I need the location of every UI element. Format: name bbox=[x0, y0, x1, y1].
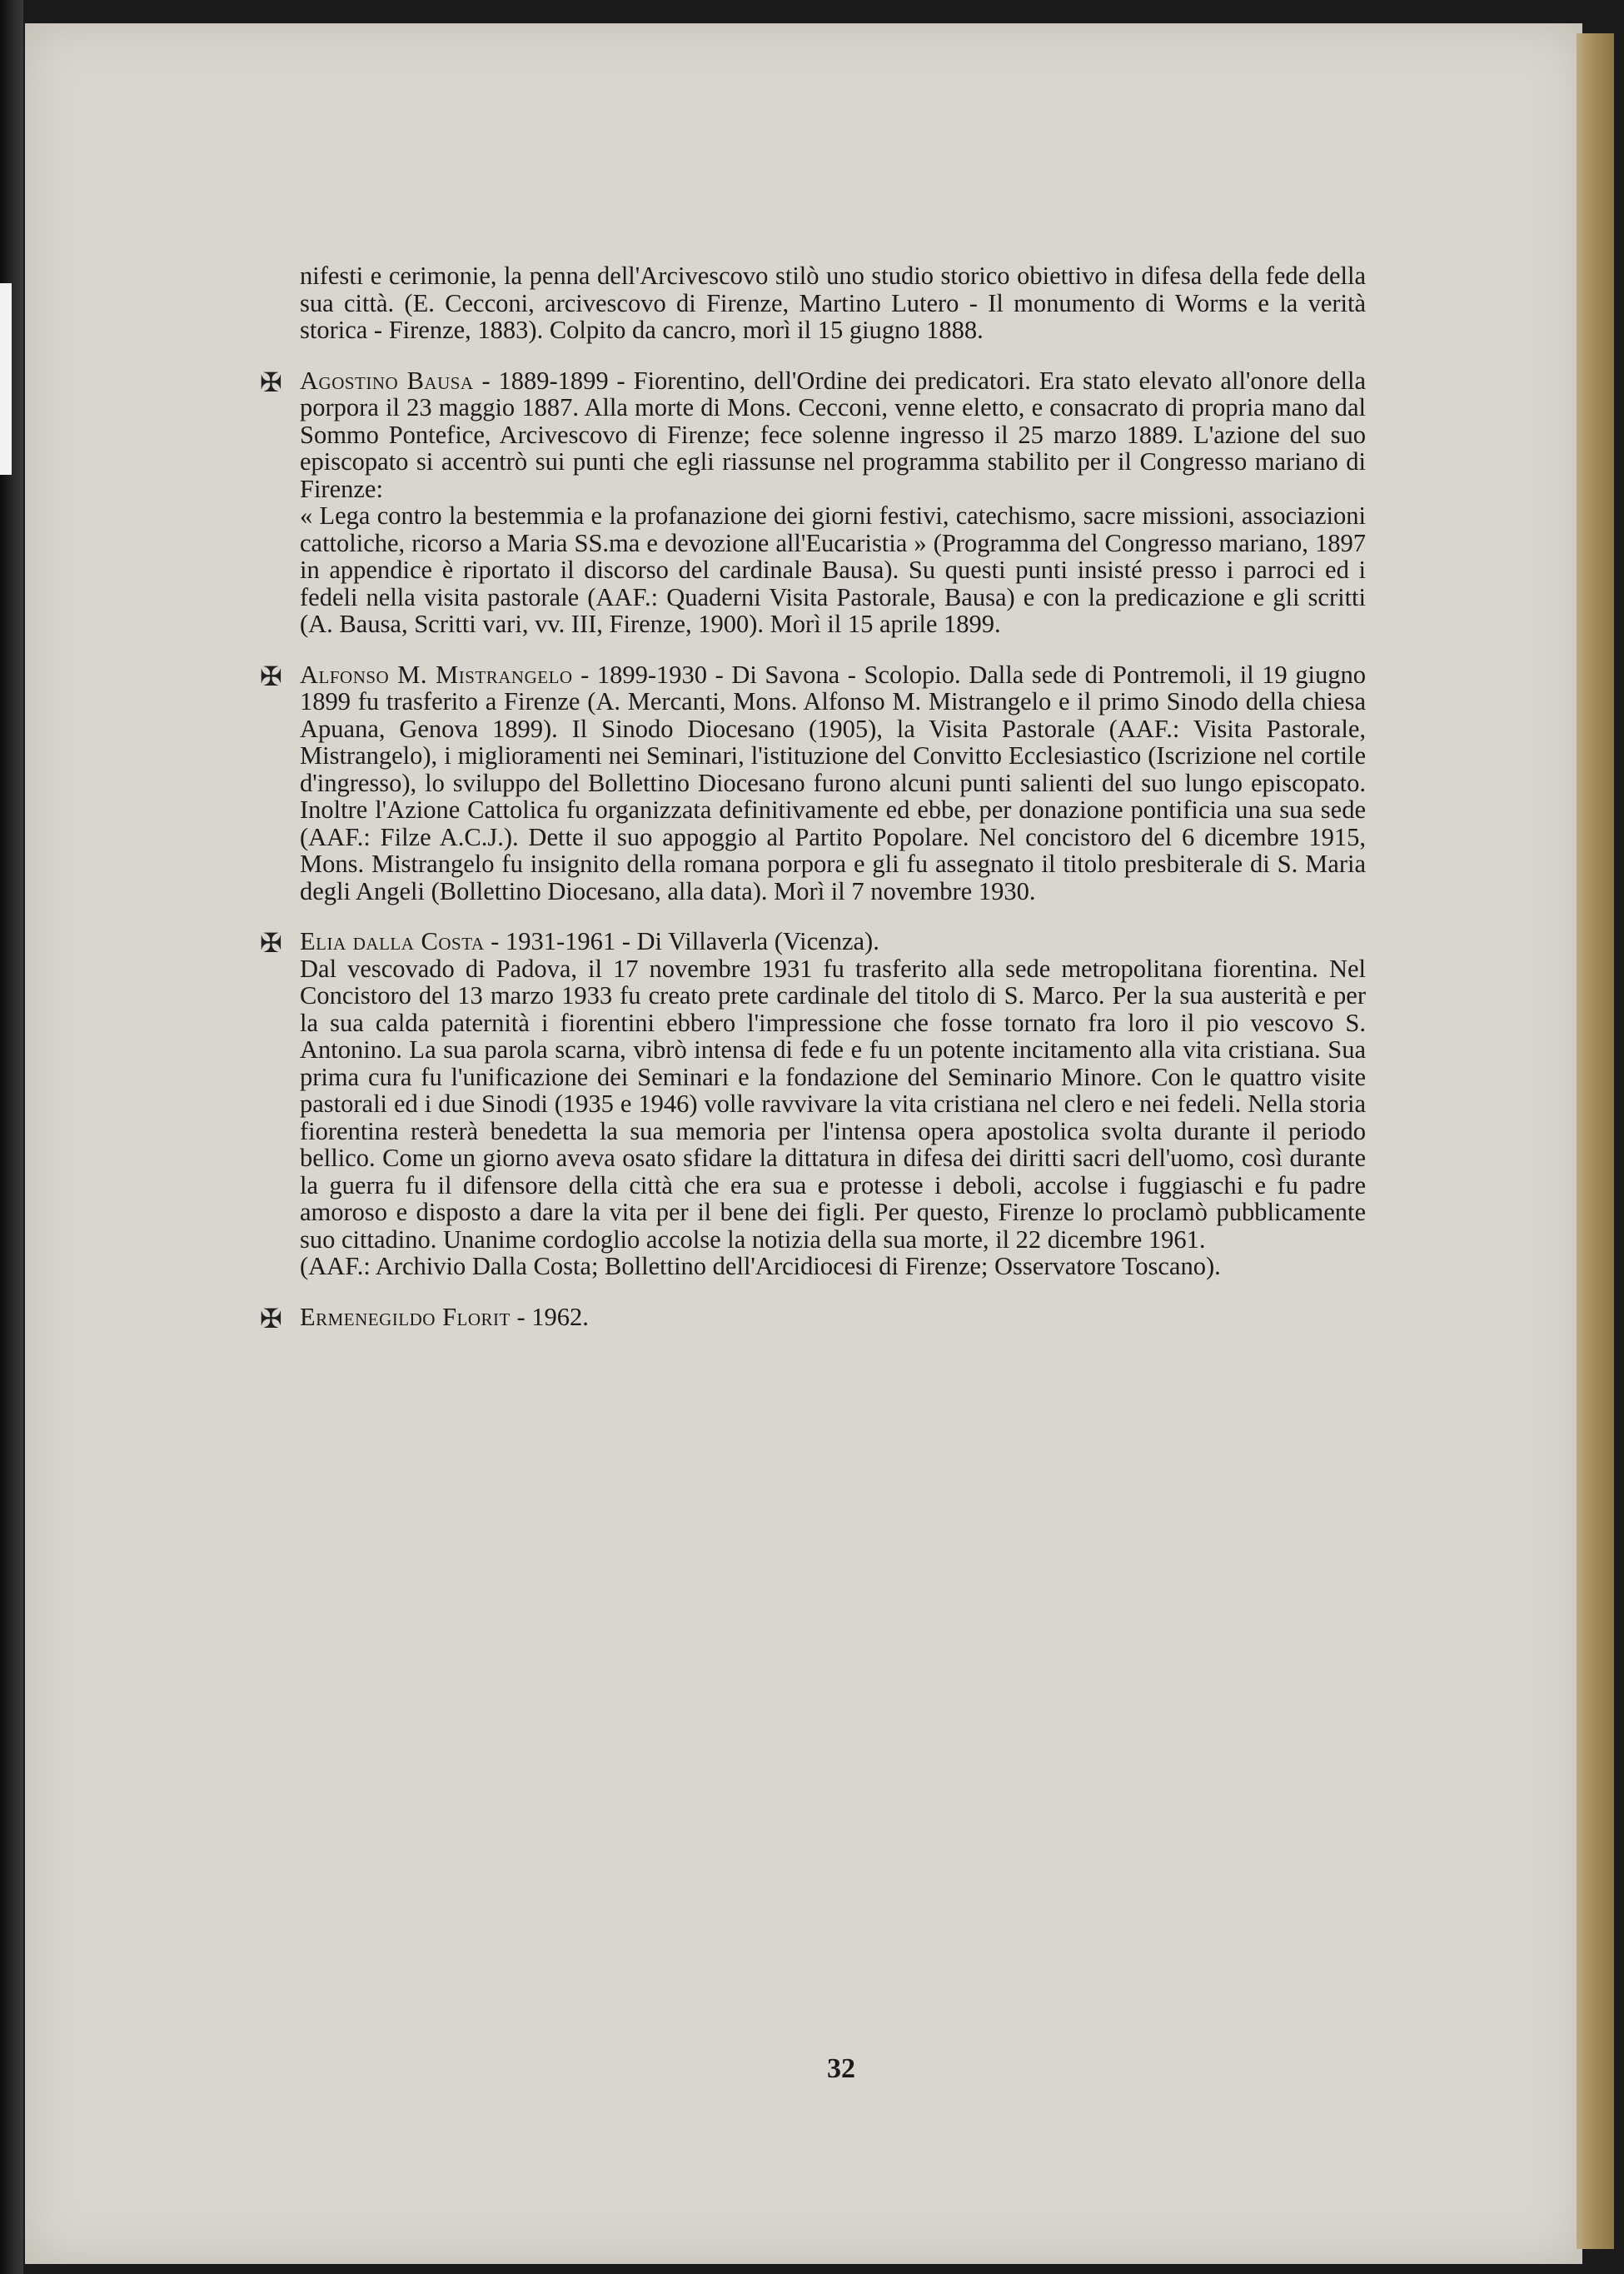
entry-mistrangelo bbox=[260, 660, 1366, 905]
entry-dalla-costa bbox=[260, 927, 1366, 1280]
archbishop-name: Ermenegildo Florit bbox=[300, 1302, 511, 1331]
page-edge bbox=[1577, 33, 1614, 2249]
paper-marker bbox=[0, 283, 12, 475]
entry-sources: (AAF.: Archivio Dalla Costa; Bollettino dell'Arcidiocesi di Firenze; Osservatore Toscano). bbox=[300, 1252, 1221, 1280]
entry-bausa bbox=[260, 366, 1366, 638]
archbishop-name: Alfonso M. Mistrangelo bbox=[300, 660, 573, 689]
entry-florit bbox=[260, 1302, 1366, 1334]
page-number: 32 bbox=[827, 2053, 855, 2084]
entry-text: - 1889-1899 - Fiorentino, dell'Ordine dei predicatori. Era stato elevato all'onore della porpora il 23 maggio 1887. Alla morte di Mons. Cecconi, venne eletto, e consacrato di propria mano dal Sommo Pontefice, Arcivescovo di Firenze; fece solenne ingresso il 25 marzo 1889. L'azione del suo episcopato si accentrò sui punti che egli riassunse nel programma stabilito per il Congresso mariano di Firenze: bbox=[300, 366, 1366, 503]
entry-quote: « Lega contro la bestemmia e la profanazione dei giorni festivi, catechismo, sacre missioni, associazioni cattoliche, ricorso a Maria SS.ma e devozione all'Eucaristia » (Programma del Congresso mariano, 1897 in appendice è riportato il discorso del cardinale Bausa). Su questi punti insisté presso i parroci ed i fedeli nella visita pastorale (AAF.: Quaderni Visita Pastorale, Bausa) e con la predicazione e gli scritti (A. Bausa, Scritti vari, vv. III, Firenze, 1900). Morì il 15 aprile 1899. bbox=[300, 501, 1366, 638]
entry-body: Dal vescovado di Padova, il 17 novembre 1931 fu trasferito alla sede metropolitana fiorentina. Nel Concistoro del 13 marzo 1933 fu creato prete cardinale del titolo di S. Marco. Per la sua austerità e per la sua calda paternità i fiorentini ebbero l'impressione che fosse tornato fra loro il pio vescovo S. Antonino. La sua parola scarna, vibrò intensa di fede e fu un potente incitamento alla vita cristiana. Sua prima cura fu l'unificazione dei Seminari e la fondazione del Seminario Minore. Con le quattro visite pastorali ed i due Sinodi (1935 e 1946) volle ravvivare la vita cristiana nel clero e nei fedeli. Nella storia fiorentina resterà benedetta la sua memoria per l'intensa opera apostolica svolta durante il periodo bellico. Come un giorno aveva osato sfidare la dittatura in difesa dei diritti sacri dell'uomo, così durante la guerra fu il difensore della città che era sua e protesse i deboli, accolse i fuggiaschi e fu padre amoroso e disposto a dare la vita per il bene dei figli. Per questo, Firenze lo proclamò pubblicamente suo cittadino. Unanime cordoglio accolse la notizia della sua morte, il 22 dicembre 1961. bbox=[300, 954, 1366, 1254]
cross-icon: ✠ bbox=[260, 367, 282, 397]
cross-icon: ✠ bbox=[260, 661, 282, 691]
intro-paragraph: nifesti e cerimonie, la penna dell'Arcivescovo stilò uno studio storico obiettivo in difesa della fede della sua città. (E. Cecconi, arcivescovo di Firenze, Martino Lutero - Il monumento di Worms e la verità storica - Firenze, 1883). Colpito da cancro, morì il 15 giugno 1888. bbox=[300, 262, 1366, 344]
cross-icon: ✠ bbox=[260, 928, 282, 958]
archbishop-name: Agostino Bausa bbox=[300, 366, 474, 395]
page-text bbox=[260, 262, 1366, 1334]
entry-text: - 1899-1930 - Di Savona - Scolopio. Dalla sede di Pontremoli, il 19 giugno 1899 fu trasferito a Firenze (A. Mercanti, Mons. Alfonso M. Mistrangelo e il primo Sinodo della chiesa Apuana, Genova 1899). Il Sinodo Diocesano (1905), la Visita Pastorale (AAF.: Visita Pastorale, Mistrangelo), i miglioramenti nei Seminari, l'istituzione del Convitto Ecclesiastico (Iscrizione nel cortile d'ingresso), lo sviluppo del Bollettino Diocesano furono alcuni punti salienti del suo lungo episcopato. Inoltre l'Azione Cattolica fu organizzata definitivamente ed ebbe, per donazione pontificia una sua sede (AAF.: Filze A.C.J.). Dette il suo appoggio al Partito Popolare. Nel concistoro del 6 dicembre 1915, Mons. Mistrangelo fu insignito della romana porpora e gli fu assegnato il titolo presbiterale di S. Maria degli Angeli (Bollettino Diocesano, alla data). Morì il 7 novembre 1930. bbox=[300, 660, 1366, 905]
cross-icon: ✠ bbox=[260, 1303, 282, 1334]
archbishop-name: Elia dalla Costa bbox=[300, 927, 485, 955]
entry-text: - 1931-1961 - Di Villaverla (Vicenza). bbox=[484, 927, 879, 955]
entry-text: - 1962. bbox=[510, 1302, 589, 1331]
